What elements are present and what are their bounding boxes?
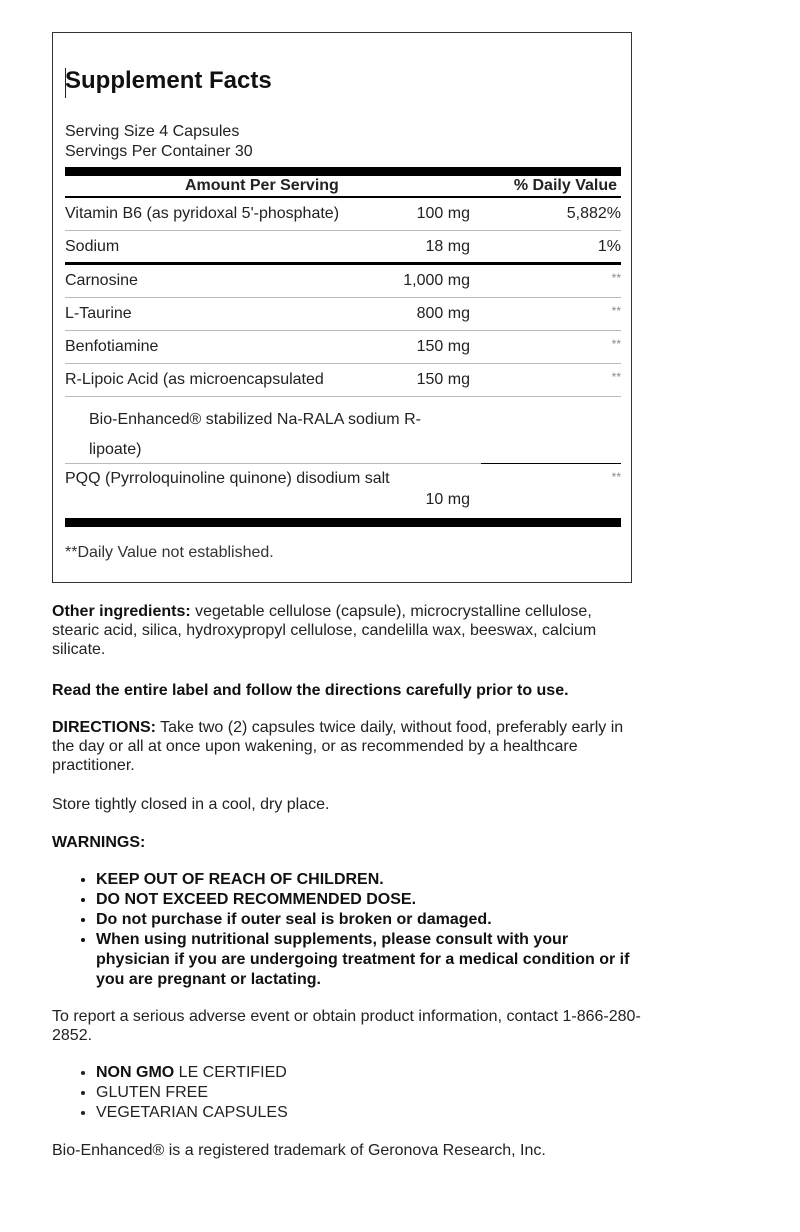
table-row-r-lipoic-acid-detail xyxy=(65,397,621,463)
directions xyxy=(52,718,642,775)
certifications-list xyxy=(52,1063,642,1123)
nutrient-amount: 800 mg xyxy=(416,305,470,322)
warning-item: • DO NOT EXCEED RECOMMENDED DOSE. xyxy=(96,890,642,910)
thick-divider-bottom xyxy=(65,518,621,527)
thick-divider-top xyxy=(65,167,621,176)
nutrient-subtext: Bio-Enhanced® stabilized Na-RALA sodium R-lipoate) xyxy=(89,411,421,458)
storage-instructions: Store tightly closed in a cool, dry place. xyxy=(52,796,330,813)
daily-value-footnote: **Daily Value not established. xyxy=(65,544,274,561)
nutrient-daily-value: ** xyxy=(611,304,621,318)
warning-item: • KEEP OUT OF REACH OF CHILDREN. xyxy=(96,870,642,890)
nutrient-name: Vitamin B6 (as pyridoxal 5'-phosphate) xyxy=(65,205,340,222)
adverse-event-contact: To report a serious adverse event or obtain product information, contact 1-866-280-2852. xyxy=(52,1008,641,1044)
other-ingredients-text: vegetable cellulose (capsule), microcrystalline cellulose, stearic acid, silica, hydroxypropyl cellulose, candelilla wax, beeswax, calcium silicate. xyxy=(52,603,597,658)
nutrient-name: R-Lipoic Acid (as microencapsulated xyxy=(65,371,324,388)
warning-item: • Do not purchase if outer seal is broken or damaged. xyxy=(96,910,642,930)
nutrient-amount: 1,000 mg xyxy=(403,272,470,289)
row-divider-gray xyxy=(65,463,481,464)
table-row-sodium xyxy=(65,231,621,265)
certification-item xyxy=(96,1103,642,1123)
nutrient-amount: 100 mg xyxy=(416,205,470,222)
nutrient-daily-value: ** xyxy=(611,470,621,484)
warnings-list xyxy=(52,870,642,990)
facts-table-header xyxy=(65,176,621,198)
facts-table-body xyxy=(65,198,621,517)
certification-bold: NON GMO xyxy=(96,1064,175,1081)
nutrient-daily-value: ** xyxy=(611,337,621,351)
nutrient-name: Carnosine xyxy=(65,272,138,289)
certification-text: GLUTEN FREE xyxy=(96,1084,209,1101)
other-ingredients xyxy=(52,602,642,659)
table-row-l-taurine xyxy=(65,298,621,331)
header-amount-per-serving: Amount Per Serving xyxy=(185,177,339,194)
nutrient-amount: 150 mg xyxy=(416,338,470,355)
nutrient-amount: 18 mg xyxy=(425,238,470,255)
supplement-facts-title: Supplement Facts xyxy=(65,67,272,94)
nutrient-name: L-Taurine xyxy=(65,305,132,322)
row-divider-black xyxy=(481,463,621,464)
nutrient-daily-value: 1% xyxy=(597,238,621,255)
table-row-pqq xyxy=(65,465,621,517)
nutrient-daily-value: ** xyxy=(611,271,621,285)
warning-item: • When using nutritional supplements, please consult with your physician if you are undergoing treatment for a medical condition or if you are pregnant or lactating. xyxy=(96,930,642,990)
warnings-heading: WARNINGS: xyxy=(52,834,146,851)
supplement-facts-panel xyxy=(52,32,632,583)
certification-text: LE CERTIFIED xyxy=(174,1064,287,1081)
serving-info xyxy=(65,122,253,162)
directions-label: DIRECTIONS: xyxy=(52,719,156,736)
certification-item xyxy=(96,1063,642,1083)
servings-per-container: Servings Per Container 30 xyxy=(65,143,253,160)
nutrient-daily-value: ** xyxy=(611,370,621,384)
header-daily-value: % Daily Value xyxy=(513,177,617,194)
certification-item xyxy=(96,1083,642,1103)
nutrient-name: Sodium xyxy=(65,238,120,255)
nutrient-daily-value: 5,882% xyxy=(566,205,621,222)
table-row-carnosine xyxy=(65,265,621,298)
nutrient-name: Benfotiamine xyxy=(65,338,159,355)
read-label-notice: Read the entire label and follow the directions carefully prior to use. xyxy=(52,682,569,699)
directions-text: Take two (2) capsules twice daily, without food, preferably early in the day or all at once upon wakening, or as recommended by a healthcare practitioner. xyxy=(52,719,624,774)
certification-text: VEGETARIAN CAPSULES xyxy=(96,1104,288,1121)
nutrient-amount: 150 mg xyxy=(416,371,470,388)
other-ingredients-label: Other ingredients: xyxy=(52,603,191,620)
table-row-r-lipoic-acid xyxy=(65,364,621,397)
trademark-notice: Bio-Enhanced® is a registered trademark of Geronova Research, Inc. xyxy=(52,1142,546,1159)
nutrient-amount: 10 mg xyxy=(425,491,470,508)
table-row-benfotiamine xyxy=(65,331,621,364)
table-row-vitamin-b6 xyxy=(65,198,621,231)
nutrient-name: PQQ (Pyrroloquinoline quinone) disodium salt xyxy=(65,470,390,487)
serving-size: Serving Size 4 Capsules xyxy=(65,123,240,140)
